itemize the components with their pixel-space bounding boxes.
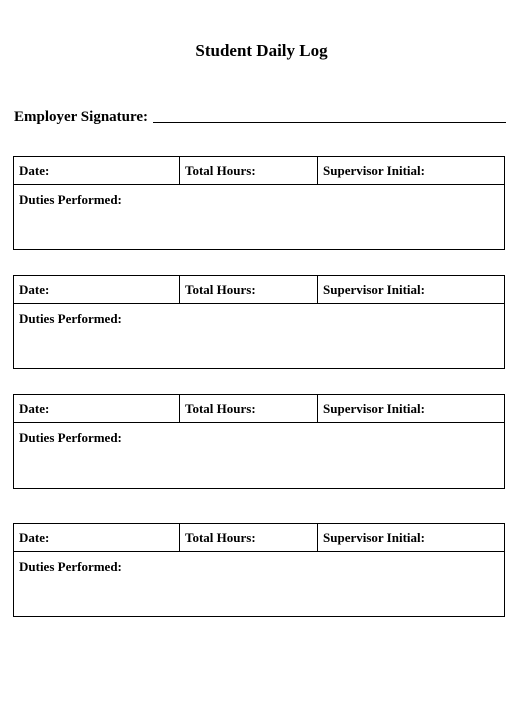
log-entry-4	[13, 523, 505, 617]
log-entry-header	[14, 157, 504, 185]
log-entry-3	[13, 394, 505, 489]
supervisor-initial-cell[interactable]: Supervisor Initial:	[323, 282, 425, 297]
log-entry-header	[14, 524, 504, 552]
duties-performed-cell[interactable]: Duties Performed:	[19, 559, 122, 574]
log-entry-1	[13, 156, 505, 250]
supervisor-initial-cell[interactable]: Supervisor Initial:	[323, 401, 425, 416]
total-hours-cell[interactable]: Total Hours:	[180, 524, 318, 551]
log-entry-2	[13, 275, 505, 369]
page-title: Student Daily Log	[195, 41, 328, 60]
duties-performed-cell[interactable]: Duties Performed:	[19, 311, 122, 326]
log-entry-header	[14, 276, 504, 304]
duties-performed-cell[interactable]: Duties Performed:	[19, 430, 122, 445]
supervisor-initial-cell[interactable]: Supervisor Initial:	[323, 530, 425, 545]
date-cell[interactable]: Date:	[14, 157, 180, 184]
duties-performed-cell[interactable]: Duties Performed:	[19, 192, 122, 207]
employer-signature-label: Employer Signature:	[14, 109, 149, 125]
date-cell[interactable]: Date:	[14, 395, 180, 422]
employer-signature-row	[14, 106, 506, 126]
total-hours-cell[interactable]: Total Hours:	[180, 395, 318, 422]
supervisor-initial-cell[interactable]: Supervisor Initial:	[323, 163, 425, 178]
employer-signature-line[interactable]	[153, 121, 506, 123]
date-cell[interactable]: Date:	[14, 276, 180, 303]
total-hours-cell[interactable]: Total Hours:	[180, 157, 318, 184]
date-cell[interactable]: Date:	[14, 524, 180, 551]
total-hours-cell[interactable]: Total Hours:	[180, 276, 318, 303]
log-entry-header	[14, 395, 504, 423]
